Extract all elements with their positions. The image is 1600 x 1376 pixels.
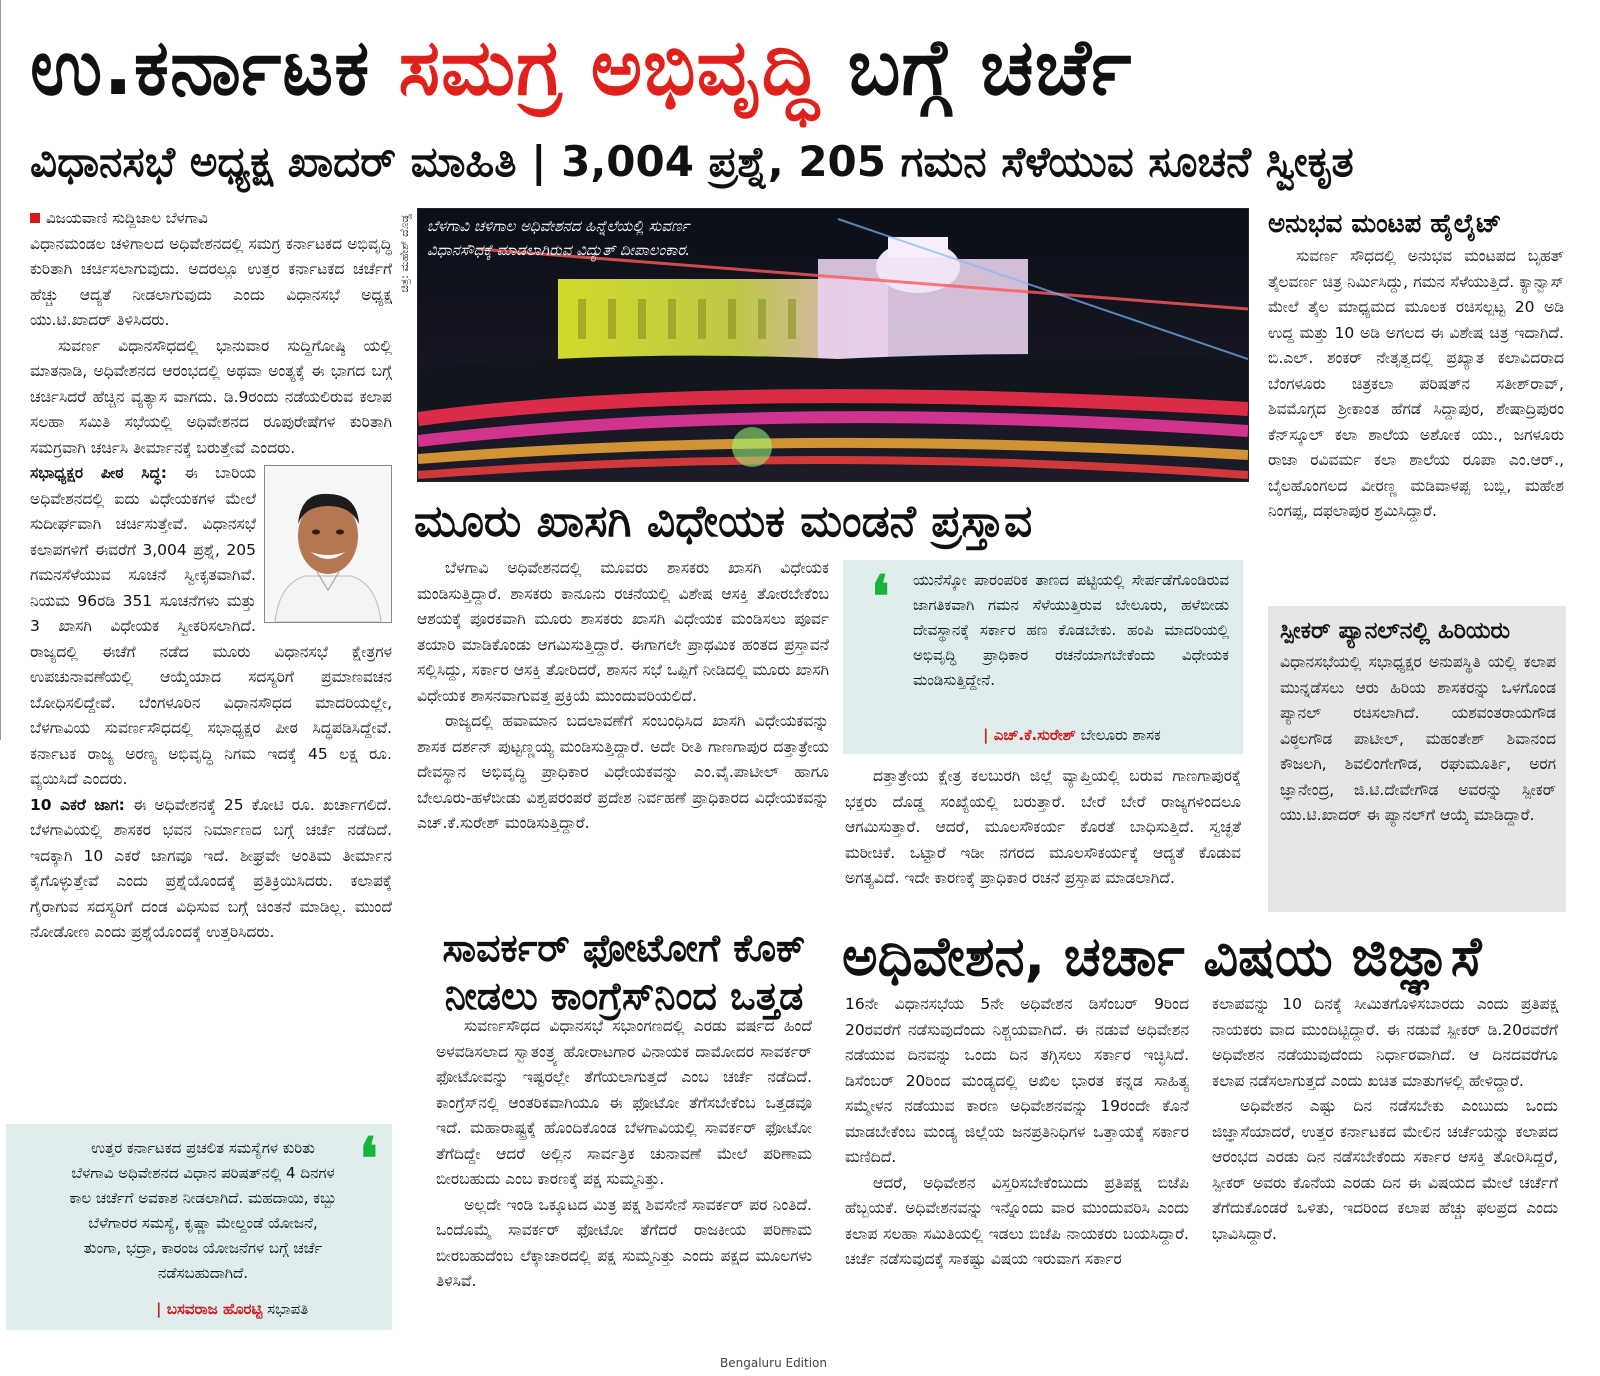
left-column-article — [30, 206, 392, 946]
paragraph: ರಾಜ್ಯದಲ್ಲಿ ಹವಾಮಾನ ಬದಲಾವಣೆಗೆ ಸಂಬಂಧಿಸಿದ ಖಾಸಗಿ ವಿಧೇಯಕವನ್ನು ಶಾಸಕ ದರ್ಶನ್ ಪುಟ್ಟಣ್ಣಯ್ಯ ಮಂಡಿಸುತ್ತಿದ್ದಾರೆ. ಅದೇ ರೀತಿ ಗಾಣಗಾಪುರ ದತ್ತಾತ್ರೇಯ ದೇವಸ್ಥಾನ ಅಭಿವೃದ್ಧಿ ಪ್ರಾಧಿಕಾರ ವಿಧೇಯಕವನ್ನು ಎಂ.ವೈ.ಪಾಟೀಲ್ ಹಾಗೂ ಬೇಲೂರು-ಹಳೆಬೀಡು ವಿಶ್ವಪರಂಪರೆ ಪ್ರದೇಶ ನಿರ್ವಹಣೆ ಪ್ರಾಧಿಕಾರದ ವಿಧೇಯಕವನ್ನು ಎಚ್.ಕೆ.ಸುರೇಶ್ ಮಂಡಿಸುತ್ತಿದ್ದಾರೆ. — [417, 712, 829, 832]
speaker-panel-text: ವಿಧಾನಸಭೆಯಲ್ಲಿ ಸಭಾಧ್ಯಕ್ಷರ ಅನುಪಸ್ಥಿತಿ ಯಲ್ಲಿ ಕಲಾಪ ಮುನ್ನಡೆಸಲು ಆರು ಹಿರಿಯ ಶಾಸಕರನ್ನು ಒಳಗೊಂಡ ಪ್ಯಾನಲ್ ರಚಿಸಲಾಗಿದೆ. ಯಶವಂತರಾಯಗೌಡ ವಿಠ್ಠಲಗೌಡ ಪಾಟೀಲ್, ಮಹಂತೇಶ್ ಶಿವಾನಂದ ಕೌಜಲಗಿ, ಶಿವಲಿಂಗೇಗೌಡ, ರಘುಮೂರ್ತಿ, ಅರಗ ಜ್ಞಾನೇಂದ್ರ, ಜಿ.ಟಿ.ದೇವೇಗೌಡ ಅವರನ್ನು ಸ್ಪೀಕರ್ ಯು.ಟಿ.ಖಾದರ್ ಈ ಪ್ಯಾನಲ್‌ಗೆ ಆಯ್ಕೆ ಮಾಡಿದ್ದಾರೆ. — [1280, 653, 1556, 824]
paragraph-with-portrait: ಸಭಾಧ್ಯಕ್ಷರ ಪೀಠ ಸಿದ್ಧ: ಈ ಬಾರಿಯ ಅಧಿವೇಶನದಲ್ಲಿ ಐದು ವಿಧೇಯಕಗಳ ಮೇಲೆ ಸುದೀರ್ಘವಾಗಿ ಚರ್ಚಿಸುತ್ತೇವೆ. ವಿಧಾನಸಭೆ ಕಲಾಪಗಳಿಗೆ ಈವರೆಗೆ 3,004 ಪ್ರಶ್ನೆ, 205 ಗಮನಸೆಳೆಯುವ ಸೂಚನೆ ಸ್ವೀಕೃತವಾಗಿವೆ. ನಿಯಮ 96ರಡಿ 351 ಸೂಚನೆಗಳು ಮತ್ತು 3 ಖಾಸಗಿ ವಿಧೇಯಕ ಸ್ವೀಕರಿಸಲಾಗಿದೆ. ರಾಜ್ಯದಲ್ಲಿ ಈಚೆಗೆ ನಡೆದ ಮೂರು ವಿಧಾನಸಭೆ ಕ್ಷೇತ್ರಗಳ ಉಪಚುನಾವಣೆಯಲ್ಲಿ ಆಯ್ಕೆಯಾದ ಸದಸ್ಯರಿಗೆ ಪ್ರಮಾಣವಚನ ಬೋಧಿಸಲಿದ್ದೇವೆ. ಬೆಂಗಳೂರಿನ ವಿಧಾನಸೌಧದ ಮಾದರಿಯಲ್ಲೇ, ಬೆಳಗಾವಿಯ ಸುವರ್ಣಸೌಧದಲ್ಲಿ ಸಭಾಧ್ಯಕ್ಷರ ಪೀಠ ಸಿದ್ಧಪಡಿಸಿದ್ದೇವೆ. ಕರ್ನಾಟಕ ರಾಜ್ಯ ಅರಣ್ಯ ಅಭಿವೃದ್ಧಿ ನಿಗಮ ಇದಕ್ಕೆ 45 ಲಕ್ಷ ರೂ. ವ್ಯಯಿಸಿದೆ ಎಂದರು. — [30, 464, 392, 788]
session-headline: ಅಧಿವೇಶನ, ಚರ್ಚಾ ವಿಷಯ ಜಿಜ್ಞಾಸೆ — [842, 925, 1482, 988]
paragraph: ವಿಧಾನಮಂಡಲ ಚಳಿಗಾಲದ ಅಧಿವೇಶನದಲ್ಲಿ ಸಮಗ್ರ ಕರ್ನಾಟಕದ ಅಭಿವೃದ್ಧಿ ಕುರಿತಾಗಿ ಚರ್ಚಿಸಲಾಗುವುದು. ಅದರಲ್ಲೂ ಉತ್ತರ ಕರ್ನಾಟಕದ ಚರ್ಚೆಗೆ ಹೆಚ್ಚು ಆದ್ಯತೆ ನೀಡಲಾಗುವುದು ಎಂದು ವಿಧಾನಸಭೆ ಅಧ್ಯಕ್ಷ ಯು.ಟಿ.ಖಾದರ್ ತಿಳಿಸಿದರು. — [30, 234, 392, 329]
savarkar-article: ಸುವರ್ಣಸೌಧದ ವಿಧಾನಸಭೆ ಸಭಾಂಗಣದಲ್ಲಿ ಎರಡು ವರ್ಷದ ಹಿಂದೆ ಅಳವಡಿಸಲಾದ ಸ್ವಾತಂತ್ರ್ಯ ಹೋರಾಟಗಾರ ವಿನಾಯಕ ದಾಮೋದರ ಸಾವರ್ಕರ್ ಫೋಟೋವನ್ನು ಇಷ್ಟರಲ್ಲೇ ತೆಗೆಯಲಾಗುತ್ತದೆ ಎಂಬ ಚರ್ಚೆ ನಡೆದಿದೆ. ಕಾಂಗ್ರೆಸ್‌ನಲ್ಲಿ ಆಂತರಿಕವಾಗಿಯೂ ಈ ಫೋಟೋ ತೆಗೆಸಬೇಕೆಂಬ ಒತ್ತಡವೂ ಇದೆ. ಮಹಾರಾಷ್ಟ್ರಕ್ಕೆ ಹೊಂದಿಕೊಂಡ ಬೆಳಗಾವಿಯಲ್ಲಿ ಸಾವರ್ಕರ್ ಫೋಟೋ ತೆಗೆದಿದ್ದೇ ಆದರೆ ಅಲ್ಲಿನ ಸಾರ್ವತ್ರಿಕ ಚುನಾವಣೆ ಮೇಲೆ ಪರಿಣಾಮ ಬೀರಬಹುದು ಎಂಬ ಕಾರಣಕ್ಕೆ ಪಕ್ಷ ಸುಮ್ಮನಿತ್ತು. ಅಲ್ಲದೇ ಇಂಡಿ ಒಕ್ಕೂಟದ ಮಿತ್ರ ಪಕ್ಷ ಶಿವಸೇನೆ ಸಾವರ್ಕರ್ ಪರ ನಿಂತಿದೆ. ಒಂದೊಮ್ಮೆ ಸಾವರ್ಕರ್ ಫೋಟೋ ತೆಗೆದರೆ ರಾಜಕೀಯ ಪರಿಣಾಮ ಬೀರಬಹುದೆಂಬ ಲೆಕ್ಕಾಚಾರದಲ್ಲಿ ಪಕ್ಷ ಸುಮ್ಮನಿತ್ತು ಎಂದು ಪಕ್ಷದ ಮೂಲಗಳು ತಿಳಿಸಿವೆ. — [436, 1017, 812, 1290]
khader-portrait — [264, 465, 392, 623]
portrait-illustration — [265, 466, 391, 622]
headline-part-2: ಸಮಗ್ರ ಅಭಿವೃದ್ಧಿ — [398, 23, 820, 113]
page-edge-rule — [0, 0, 3, 740]
session-article-col2: ಕಲಾಪವನ್ನು 10 ದಿನಕ್ಕೆ ಸೀಮಿತಗೊಳಿಸಬಾರದು ಎಂದು ಪ್ರತಿಪಕ್ಷ ನಾಯಕರು ವಾದ ಮುಂದಿಟ್ಟಿದ್ದಾರೆ. ಈ ನಡುವೆ ಸ್ಪೀಕರ್ ಡಿ.20ರವರೆಗೆ ಅಧಿವೇಶನ ನಡೆಯುವುದೆಂದು ನಿರ್ಧಾರವಾಗಿದೆ. ಆ ದಿನದವರೆಗೂ ಕಲಾಪ ನಡೆಸಲಾಗುತ್ತದೆ ಎಂದು ಖಚಿತ ಮಾತುಗಳಲ್ಲಿ ಹೇಳಿದ್ದಾರೆ. ಅಧಿವೇಶನ ಎಷ್ಟು ದಿನ ನಡೆಸಬೇಕು ಎಂಬುದು ಒಂದು ಜಿಜ್ಞಾಸೆಯಾದರೆ, ಉತ್ತರ ಕರ್ನಾಟಕದ ಮೇಲಿನ ಚರ್ಚೆಯನ್ನು ಕಲಾಪದ ಆರಂಭದ ಎರಡು ದಿನ ನಡೆಸಬೇಕೆಂದು ಸರ್ಕಾರ ಆಸಕ್ತಿ ತೋರಿಸಿದ್ದರೆ, ಸ್ಪೀಕರ್ ಅವರು ಕೊನೆಯ ಎರಡು ದಿನ ಈ ವಿಷಯದ ಮೇಲೆ ಚರ್ಚೆಗೆ ತೆಗೆದುಕೊಂಡರೆ ಒಳಿತು, ಇದರಿಂದ ಕಲಾಪ ಹೆಚ್ಚು ಫಲಪ್ರದ ಎಂದು ಭಾವಿಸಿದ್ದಾರೆ. — [1212, 995, 1558, 1243]
savarkar-headline: ಸಾವರ್ಕರ್ ಫೋಟೋಗೆ ಕೊಕ್ ನೀಡಲು ಕಾಂಗ್ರೆಸ್‌ನಿಂದ ಒತ್ತಡ — [442, 926, 806, 1018]
main-headline — [30, 18, 1590, 118]
quote-attribution: | ಬಸವರಾಜ ಹೊರಟ್ಟಿ ಸಭಾಪತಿ — [156, 1300, 309, 1318]
paragraph: ಸುವರ್ಣ ವಿಧಾನಸೌಧದಲ್ಲಿ ಭಾನುವಾರ ಸುದ್ದಿಗೋಷ್ಠಿ ಯಲ್ಲಿ ಮಾತನಾಡಿ, ಅಧಿವೇಶನದ ಆರಂಭದಲ್ಲಿ ಅಥವಾ ಅಂತ್ಯಕ್ಕೆ ಈ ಭಾಗದ ಬಗ್ಗೆ ಚರ್ಚಿಸಿದರೆ ಹೆಚ್ಚಿನ ವ್ಯತ್ಯಾಸ ವಾಗದು. ಡಿ.9ರಂದು ನಡೆಯಲಿರುವ ಕಲಾಪ ಸಲಹಾ ಸಮಿತಿ ಸಭೆಯಲ್ಲಿ ಅಧಿವೇಶನದ ರೂಪುರೇಷೆಗಳ ಕುರಿತಾಗಿ ಸಮಗ್ರವಾಗಿ ಚರ್ಚಿಸಿ ತೀರ್ಮಾನಕ್ಕೆ ಬರುತ್ತೇವೆ ಎಂದರು. — [30, 336, 392, 457]
quote-mark-icon: ❛ — [359, 1125, 378, 1193]
speaker-panel-headline: ಸ್ಪೀಕರ್ ಪ್ಯಾನಲ್‌ನಲ್ಲಿ ಹಿರಿಯರು — [1280, 618, 1511, 644]
quote-text: ಉತ್ತರ ಕರ್ನಾಟಕದ ಪ್ರಚಲಿತ ಸಮಸ್ಯೆಗಳ ಕುರಿತು ಬೆಳಗಾವಿ ಅಧಿವೇಶನದ ವಿಧಾನ ಪರಿಷತ್‌ನಲ್ಲಿ 4 ದಿನಗಳ ಕಾಲ ಚರ್ಚೆಗೆ ಅವಕಾಶ ನೀಡಲಾಗಿದೆ. ಮಹದಾಯಿ, ಕಬ್ಬು ಬೆಳೆಗಾರರ ಸಮಸ್ಯೆ, ಕೃಷ್ಣಾ ಮೇಲ್ದಂಡೆ ಯೋಜನೆ, ತುಂಗಾ, ಭದ್ರಾ, ಕಾರಂಜ ಯೋಜನೆಗಳ ಬಗ್ಗೆ ಚರ್ಚೆ ನಡೆಸಬಹುದಾಗಿದೆ. — [69, 1139, 337, 1282]
byline: ವಿಜಯವಾಣಿ ಸುದ್ದಿಜಾಲ ಬೆಳಗಾವಿ — [30, 206, 392, 232]
suresh-quote-box — [843, 560, 1243, 754]
anubhava-article: ಸುವರ್ಣ ಸೌಧದಲ್ಲಿ ಅನುಭವ ಮಂಟಪದ ಬೃಹತ್ ತೈಲವರ್ಣ ಚಿತ್ರ ನಿರ್ಮಿಸಿದ್ದು, ಗಮನ ಸೆಳೆಯುತ್ತಿದೆ. ಕ್ಯಾನ್ವಾಸ್ ಮೇಲೆ ತೈಲ ಮಾಧ್ಯಮದ ಮೂಲಕ ರಚಿಸಲ್ಪಟ್ಟ 20 ಅಡಿ ಉದ್ದ ಮತ್ತು 10 ಅಡಿ ಅಗಲದ ಈ ವಿಶೇಷ ಚಿತ್ರ ಇದಾಗಿದೆ. ಬಿ.ಎಲ್. ಶಂಕರ್ ನೇತೃತ್ವದಲ್ಲಿ ಪ್ರಖ್ಯಾತ ಕಲಾವಿದರಾದ ಬೆಂಗಳೂರು ಚಿತ್ರಕಲಾ ಪರಿಷತ್‌ನ ಸತೀಶ್‌ರಾವ್, ಶಿವಮೊಗ್ಗದ ಶ್ರೀಕಾಂತ ಹೆಗಡೆ ಸಿದ್ದಾಪುರ, ಶೇಷಾದ್ರಿಪುರಂ ಕೆನ್‌ಸ್ಕೂಲ್ ಕಲಾ ಶಾಲೆಯ ಅಶೋಕ ಯು., ಜಗಳೂರು ರಾಜಾ ರವಿವರ್ಮ ಕಲಾ ಶಾಲೆಯ ರೂಪಾ ಎಂ.ಆರ್., ಬೈಲಹೊಂಗಲದ ವೀರಣ್ಣ ಮಡಿವಾಳಪ್ಪ ಬಬ್ಲಿ, ಮಹೇಶ ನಿಂಗಪ್ಪ, ದಫಲಾಪುರ ಶ್ರಮಿಸಿದ್ದಾರೆ. — [1268, 247, 1564, 520]
horatti-quote-box — [6, 1124, 392, 1330]
private-bills-article — [417, 556, 829, 837]
sub-headline: ವಿಧಾನಸಭೆ ಅಧ್ಯಕ್ಷ ಖಾದರ್ ಮಾಹಿತಿ | 3,004 ಪ್ರಶ್ನೆ, 205 ಗಮನ ಸೆಳೆಯುವ ಸೂಚನೆ ಸ್ವೀಕೃತ — [30, 137, 1354, 186]
headline-part-3: ಬಗ್ಗೆ ಚರ್ಚೆ — [819, 23, 1133, 113]
headline-part-1: ಉ.ಕರ್ನಾಟಕ — [30, 23, 399, 113]
byline-square-icon — [30, 213, 40, 223]
photo-credit: ಚಿತ್ರ: ಮಹೇಶ್ ದೊಡ್ಡ — [398, 214, 411, 293]
anubhava-headline: ಅನುಭವ ಮಂಟಪ ಹೈಲೈಟ್ — [1268, 209, 1502, 239]
dattatreya-paragraph: ದತ್ತಾತ್ರೇಯ ಕ್ಷೇತ್ರ ಕಲಬುರಗಿ ಜಿಲ್ಲೆ ವ್ಯಾಪ್ತಿಯಲ್ಲಿ ಬರುವ ಗಾಣಗಾಪುರಕ್ಕೆ ಭಕ್ತರು ದೊಡ್ಡ ಸಂಖ್ಯೆಯಲ್ಲಿ ಬರುತ್ತಾರೆ. ಬೇರೆ ಬೇರೆ ರಾಜ್ಯಗಳಿಂದಲೂ ಆಗಮಿಸುತ್ತಾರೆ. ಆದರೆ, ಮೂಲಸೌಕರ್ಯ ಕೊರತೆ ಬಾಧಿಸುತ್ತಿದೆ. ಸ್ವಚ್ಛತೆ ಮರೀಚಿಕೆ. ಒಟ್ಟಾರೆ ಇಡೀ ನಗರದ ಮೂಲಸೌಕರ್ಯಕ್ಕೆ ಆದ್ಯತೆ ಕೊಡುವ ಅಗತ್ಯವಿದೆ. ಇದೇ ಕಾರಣಕ್ಕೆ ಪ್ರಾಧಿಕಾರ ರಚನೆ ಪ್ರಸ್ತಾಪ ಮಾಡಲಾಗಿದೆ. — [845, 767, 1241, 887]
edition-footer: Bengaluru Edition — [720, 1356, 828, 1370]
paragraph: ಬೆಳಗಾವಿ ಅಧಿವೇಶನದಲ್ಲಿ ಮೂವರು ಶಾಸಕರು ಖಾಸಗಿ ವಿಧೇಯಕ ಮಂಡಿಸುತ್ತಿದ್ದಾರೆ. ಶಾಸಕರು ಕಾನೂನು ರಚನೆಯಲ್ಲಿ ವಿಶೇಷ ಆಸಕ್ತಿ ತೋರಬೇಕೆಂಬ ಆಶಯಕ್ಕೆ ಪೂರಕವಾಗಿ ಮೂರು ಶಾಸಕರು ಖಾಸಗಿ ವಿಧೇಯಕ ಮಂಡಿಸಲು ಪೂರ್ವ ತಯಾರಿ ಮಾಡಿಕೊಂಡು ಆಗಮಿಸುತ್ತಿದ್ದಾರೆ. ಈಗಾಗಲೇ ಪ್ರಾಥಮಿಕ ಹಂತದ ಪ್ರಸ್ತಾವನೆ ಸಲ್ಲಿಸಿದ್ದು, ಸರ್ಕಾರ ಆಸಕ್ತಿ ತೋರಿದರೆ, ಶಾಸನ ಸಭೆ ಒಪ್ಪಿಗೆ ನೀಡಿದಲ್ಲಿ ಮೂರು ಖಾಸಗಿ ವಿಧೇಯಕ ಶಾಸನವಾಗುವತ್ತ ಪ್ರಕ್ರಿಯೆ ಮುಂದುವರಿಯಲಿದೆ. — [417, 559, 829, 705]
quote-text: ಯುನೆಸ್ಕೋ ಪಾರಂಪರಿಕ ತಾಣದ ಪಟ್ಟಿಯಲ್ಲಿ ಸೇರ್ಪಡೆಗೊಂಡಿರುವ ಜಾಗತಿಕವಾಗಿ ಗಮನ ಸೆಳೆಯುತ್ತಿರುವ ಬೇಲೂರು, ಹಳೆಬೀಡು ದೇವಸ್ಥಾನಕ್ಕೆ ಸರ್ಕಾರ ಹಣ ಕೊಡಬೇಕು. ಹಂಪಿ ಮಾದರಿಯಲ್ಲಿ ಅಭಿವೃದ್ಧಿ ಪ್ರಾಧಿಕಾರ ರಚನೆಯಾಗಬೇಕೆಂದು ವಿಧೇಯಕ ಮಂಡಿಸುತ್ತಿದ್ದೇನೆ. — [913, 571, 1229, 689]
private-bills-headline: ಮೂರು ಖಾಸಗಿ ವಿಧೇಯಕ ಮಂಡನೆ ಪ್ರಸ್ತಾವ — [414, 496, 1033, 547]
quote-attribution: | ಎಚ್.ಕೆ.ಸುರೇಶ್ ಬೇಲೂರು ಶಾಸಕ — [983, 726, 1161, 744]
quote-mark-icon: ❛ — [871, 563, 890, 631]
session-article-col1: 16ನೇ ವಿಧಾನಸಭೆಯ 5ನೇ ಅಧಿವೇಶನ ಡಿಸೆಂಬರ್ 9ರಿಂದ 20ರವರೆಗೆ ನಡೆಸುವುದೆಂದು ನಿಶ್ಚಯವಾಗಿದೆ. ಈ ನಡುವೆ ಅಧಿವೇಶನ ನಡೆಯುವ ದಿನವನ್ನು ಒಂದು ದಿನ ತಗ್ಗಿಸಲು ಸರ್ಕಾರ ಇಚ್ಛಿಸಿದೆ. ಡಿಸೆಂಬರ್ 20ರಿಂದ ಮಂಡ್ಯದಲ್ಲಿ ಅಖಿಲ ಭಾರತ ಕನ್ನಡ ಸಾಹಿತ್ಯ ಸಮ್ಮೇಳನ ನಡೆಯುವ ಕಾರಣ ಅಧಿವೇಶನವನ್ನು 19ರಂದೇ ಕೊನೆ ಮಾಡಬೇಕೆಂಬ ಮಂಡ್ಯ ಜಿಲ್ಲೆಯ ಜನಪ್ರತಿನಿಧಿಗಳ ಒತ್ತಾಯಕ್ಕೆ ಸರ್ಕಾರ ಮಣಿದಿದೆ. ಆದರೆ, ಅಧಿವೇಶನ ವಿಸ್ತರಿಸಬೇಕೆಂಬುದು ಪ್ರತಿಪಕ್ಷ ಬಿಜೆಪಿ ಹೆಬ್ಬಯಕೆ. ಅಧಿವೇಶನವನ್ನು ಇನ್ನೊಂದು ವಾರ ಮುಂದುವರಿಸಿ ಎಂದು ಕಲಾಪ ಸಲಹಾ ಸಮಿತಿಯಲ್ಲಿ ಇಡಲು ಬಿಜೆಪಿ ನಾಯಕರು ಬಯಸಿದ್ದಾರೆ. ಚರ್ಚೆ ನಡೆಸುವುದಕ್ಕೆ ಸಾಕಷ್ಟು ವಿಷಯ ಇರುವಾಗ ಸರ್ಕಾರ — [845, 995, 1189, 1268]
paragraph: 10 ಎಕರೆ ಜಾಗ: ಈ ಅಧಿವೇಶನಕ್ಕೆ 25 ಕೋಟಿ ರೂ. ಖರ್ಚಾಗಲಿದೆ. ಬೆಳಗಾವಿಯಲ್ಲಿ ಶಾಸಕರ ಭವನ ನಿರ್ಮಾಣದ ಬಗ್ಗೆ ಚರ್ಚೆ ನಡೆದಿದೆ. ಇದಕ್ಕಾಗಿ 10 ಎಕರೆ ಜಾಗವೂ ಇದೆ. ಶೀಘ್ರವೇ ಅಂತಿಮ ತೀರ್ಮಾನ ಕೈಗೊಳ್ಳುತ್ತೇವೆ ಎಂದು ಪ್ರಶ್ನೆಯೊಂದಕ್ಕೆ ಪ್ರತಿಕ್ರಿಯಿಸಿದರು. ಕಲಾಪಕ್ಕೆ ಗೈರಾಗುವ ಸದಸ್ಯರಿಗೆ ದಂಡ ವಿಧಿಸುವ ಬಗ್ಗೆ ಚಿಂತನೆ ಮಾಡಿಲ್ಲ. ಮುಂದೆ ನೋಡೋಣ ಎಂದು ಪ್ರಶ್ನೆಯೊಂದಕ್ಕೆ ಉತ್ತರಿಸಿದರು. — [30, 795, 392, 941]
speaker-panel-box — [1268, 606, 1566, 912]
photo-caption: ಬೆಳಗಾವಿ ಚಳಿಗಾಲ ಅಧಿವೇಶನದ ಹಿನ್ನೆಲೆಯಲ್ಲಿ ಸುವರ್ಣ ವಿಧಾನಸೌಧಕ್ಕೆ ಮಾಡಲಾಗಿರುವ ವಿದ್ಯುತ್ ದೀಪಾಲಂಕಾರ. — [427, 217, 691, 259]
